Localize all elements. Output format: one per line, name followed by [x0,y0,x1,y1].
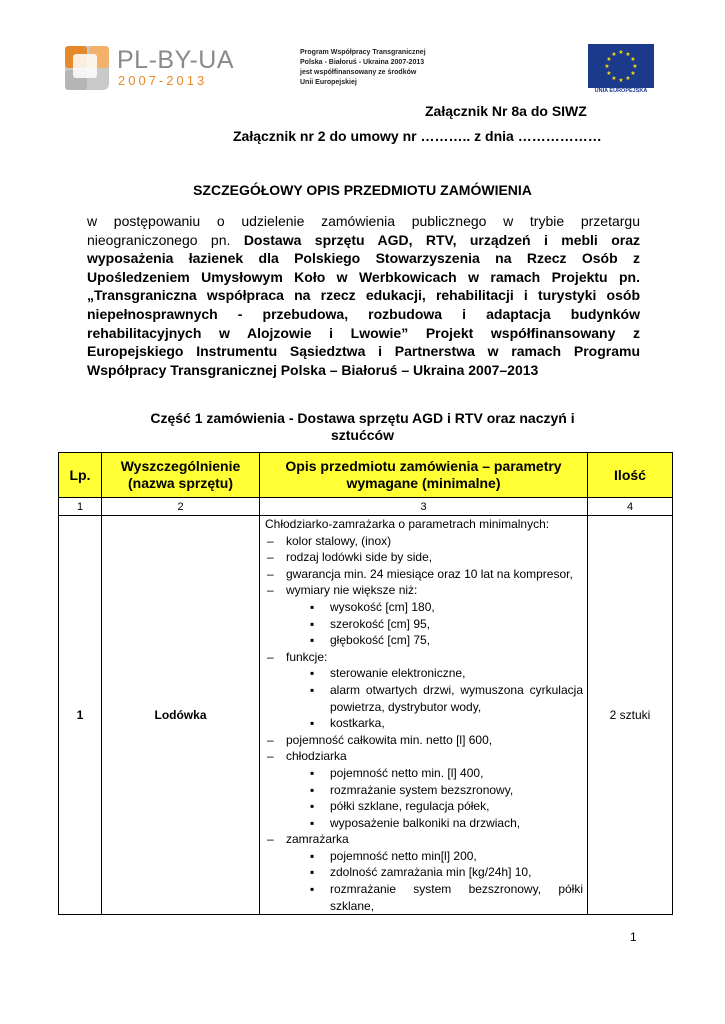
logo-mark-icon [63,44,113,94]
row-name: Lodówka [102,516,260,915]
annex-contract: Załącznik nr 2 do umowy nr ……….. z dnia ……………… [233,128,602,144]
spec-table [58,452,673,915]
logo-text: PL-BY-UA [117,46,235,74]
param-item: – zamrażarka ▪ pojemność netto min[l] 200, ▪ zdolność zamrażania min [kg/24h] 10, ▪ rozmrażanie system bezszronowy, półki szklane, [264,831,583,914]
svg-text:★: ★ [630,70,636,77]
program-line: jest współfinansowany ze środków [300,69,417,76]
column-number: 1 [59,498,102,516]
sub-param-item: ▪ zdolność zamrażania min [kg/24h] 10, [286,864,583,881]
program-line: Program Współpracy Transgranicznej [300,49,426,56]
svg-text:★: ★ [625,51,631,58]
svg-text:★: ★ [606,70,612,77]
intro-paragraph [87,212,640,379]
page-number: 1 [630,930,637,944]
sub-param-item: ▪ półki szklane, regulacja półek, [286,798,583,815]
desc-intro: Chłodziarko-zamrażarka o parametrach minimalnych: [265,517,550,531]
sub-param-list [286,665,583,731]
header-name: Wyszczególnienie (nazwa sprzętu) [102,453,260,498]
column-number: 2 [102,498,260,516]
intro-bold: Dostawa sprzętu AGD, RTV, urządzeń i mebli oraz wyposażenia łazienek dla Polskiego Stowarzyszenia na Rzecz Osób z Upośledzeniem Umysłowym Koło w Werbkowicach w ramach Projektu pn. „Transgraniczna współpraca na rzecz edukacji, rehabilitacji i turystyki osób niepełnosprawnych - przebudowa, rozbudowa i adaptacja budynków rehabilitacyjnych w Alojzowie i Lwowie” Projekt współfinansowany z Europejskiego Instrumentu Sąsiedztwa i Partnerstwa w ramach Programu Współpracy Transgranicznej Polska – Białoruś – Ukraina 2007–2013 [87,231,640,378]
program-info [300,48,426,88]
header-desc: Opis przedmiotu zamówienia – parametry wymagane (minimalne) [260,453,588,498]
sub-param-list [286,848,583,914]
sub-param-item: ▪ alarm otwartych drzwi, wymuszona cyrkulacja powietrza, dystrybutor wody, [286,682,583,715]
program-line: Polska - Białoruś - Ukraina 2007-2013 [300,59,425,66]
column-number-row [59,498,673,516]
param-item: – gwarancja min. 24 miesiące oraz 10 lat na kompresor, [264,566,583,583]
param-item: – funkcje: ▪ sterowanie elektroniczne, ▪ alarm otwartych drzwi, wymuszona cyrkulacja powietrza, dystrybutor wody, ▪ kostkarka, [264,649,583,732]
table-header-row [59,453,673,498]
svg-text:★: ★ [618,77,624,84]
sub-param-list [286,599,583,649]
annex-siwz: Załącznik Nr 8a do SIWZ [425,103,587,119]
header-qty: Ilość [588,453,673,498]
program-line: Unii Europejskiej [300,79,357,86]
svg-text:★: ★ [604,63,610,70]
row-description [260,516,588,915]
svg-text:★: ★ [630,56,636,63]
svg-text:★: ★ [611,51,617,58]
sub-param-item: ▪ wysokość [cm] 180, [286,599,583,616]
sub-param-item: ▪ kostkarka, [286,715,583,732]
header-lp: Lp. [59,453,102,498]
column-number: 4 [588,498,673,516]
svg-text:★: ★ [625,75,631,82]
param-item: – chłodziarka ▪ pojemność netto min. [l] 400, ▪ rozmrażanie system bezszronowy, ▪ półki szklane, regulacja półek, ▪ wyposażenie balkoniki na drzwiach, [264,748,583,831]
sub-param-list [286,765,583,831]
svg-text:★: ★ [632,63,638,70]
row-quantity: 2 sztuki [588,516,673,915]
logo-years: 2007-2013 [118,73,208,88]
part-heading: Część 1 zamówienia - Dostawa sprzętu AGD i RTV oraz naczyń i sztućców [150,410,575,443]
sub-param-item: ▪ sterowanie elektroniczne, [286,665,583,682]
column-number: 3 [260,498,588,516]
svg-text:★: ★ [606,56,612,63]
sub-param-item: ▪ pojemność netto min. [l] 400, [286,765,583,782]
param-item: – wymiary nie większe niż: ▪ wysokość [cm] 180, ▪ szerokość [cm] 95, ▪ głębokość [cm] 75, [264,582,583,648]
svg-text:★: ★ [618,49,624,56]
sub-param-item: ▪ głębokość [cm] 75, [286,632,583,649]
table-row [59,516,673,915]
sub-param-item: ▪ szerokość [cm] 95, [286,616,583,633]
svg-text:★: ★ [611,75,617,82]
eu-flag-icon [588,44,654,88]
row-lp: 1 [59,516,102,915]
sub-param-item: ▪ rozmrażanie system bezszronowy, [286,782,583,799]
param-item: – kolor stalowy, (inox) [264,533,583,550]
sub-param-item: ▪ wyposażenie balkoniki na drzwiach, [286,815,583,832]
eu-label: UNIA EUROPEJSKA [594,88,648,94]
param-item: – rodzaj lodówki side by side, [264,549,583,566]
sub-param-item: ▪ pojemność netto min[l] 200, [286,848,583,865]
page-title: SZCZEGÓŁOWY OPIS PRZEDMIOTU ZAMÓWIENIA [193,182,532,198]
param-item: – pojemność całkowita min. netto [l] 600, [264,732,583,749]
param-list [264,533,583,915]
intro-normal: w postępowaniu o udzielenie zamówienia publicznego w trybie przetargu nieograniczonego pn. [87,213,640,248]
sub-param-item: ▪ rozmrażanie system bezszronowy, półki szklane, [286,881,583,914]
